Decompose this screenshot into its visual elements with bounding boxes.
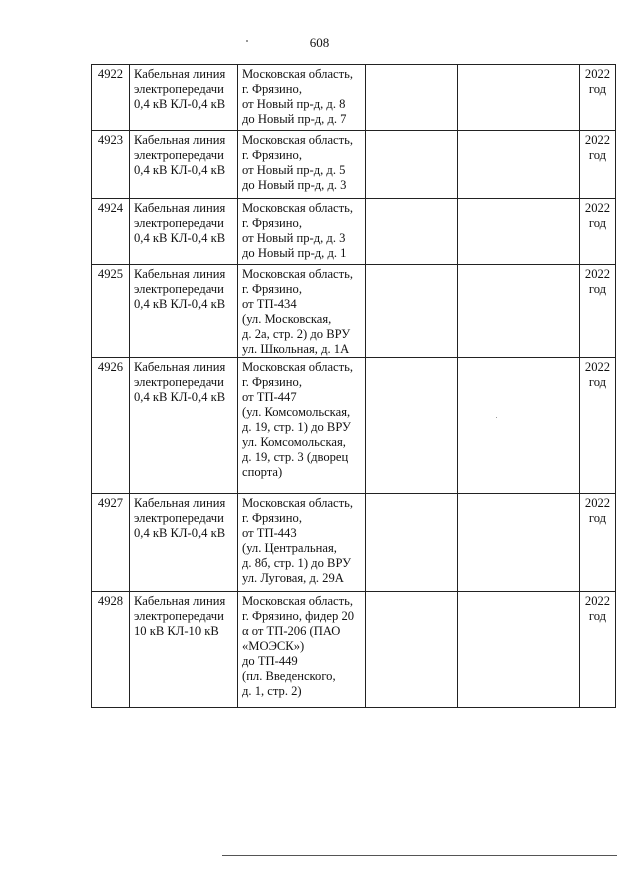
row-number: 4925 — [92, 265, 130, 358]
object-name-cell — [130, 494, 238, 592]
cell-line: Кабельная линия — [134, 67, 226, 81]
cell-line: Кабельная линия — [134, 360, 226, 374]
cell-line: ул. Комсомольская, — [242, 435, 346, 449]
empty-cell — [366, 494, 458, 592]
cell-line: до Новый пр-д, д. 1 — [242, 246, 347, 260]
cell-line: д. 19, стр. 3 (дворец — [242, 450, 349, 464]
table-row — [92, 131, 616, 199]
cell-line: г. Фрязино, — [242, 375, 302, 389]
empty-cell — [366, 131, 458, 199]
cell-line: г. Фрязино, — [242, 148, 302, 162]
empty-cell — [458, 131, 580, 199]
cell-line: год — [588, 82, 607, 96]
cell-line: электропередачи — [134, 282, 224, 296]
empty-cell — [458, 265, 580, 358]
year-cell — [580, 65, 616, 131]
cell-line: 2022 — [584, 267, 611, 281]
year-cell — [580, 358, 616, 494]
cell-line: спорта) — [242, 465, 283, 479]
cell-line: до ТП-449 — [242, 654, 298, 668]
cell-line: год — [588, 216, 607, 230]
cell-line: д. 1, стр. 2) — [242, 684, 302, 698]
row-number: 4923 — [92, 131, 130, 199]
cell-line: ул. Луговая, д. 29А — [242, 571, 344, 585]
object-name-cell — [130, 592, 238, 708]
cell-line: 0,4 кВ КЛ-0,4 кВ — [134, 163, 226, 177]
cell-line: 0,4 кВ КЛ-0,4 кВ — [134, 231, 226, 245]
empty-cell — [366, 65, 458, 131]
empty-cell — [458, 494, 580, 592]
cell-line: от ТП-447 — [242, 390, 297, 404]
year-cell — [580, 494, 616, 592]
cell-line: год — [588, 375, 607, 389]
address-cell — [238, 592, 366, 708]
cell-line: Московская область, — [242, 594, 354, 608]
table-row — [92, 494, 616, 592]
cell-line: Московская область, — [242, 201, 354, 215]
cell-line: от Новый пр-д, д. 3 — [242, 231, 346, 245]
cell-line: г. Фрязино, — [242, 511, 302, 525]
object-name-cell — [130, 358, 238, 494]
cell-line: 2022 — [584, 67, 611, 81]
cell-line: г. Фрязино, — [242, 216, 302, 230]
bottom-rule — [222, 855, 617, 856]
page-number: 608 — [309, 35, 330, 50]
cell-line: Кабельная линия — [134, 201, 226, 215]
row-number: 4922 — [92, 65, 130, 131]
cell-line: год — [588, 609, 607, 623]
table-row — [92, 265, 616, 358]
empty-cell — [366, 199, 458, 265]
scan-speck — [246, 40, 248, 42]
cell-line: 0,4 кВ КЛ-0,4 кВ — [134, 297, 226, 311]
row-number: 4926 — [92, 358, 130, 494]
cell-line: г. Фрязино, фидер 20 — [242, 609, 355, 623]
address-cell — [238, 199, 366, 265]
object-name-cell — [130, 199, 238, 265]
cell-line: Московская область, — [242, 496, 354, 510]
cell-line: г. Фрязино, — [242, 82, 302, 96]
cell-line: д. 8б, стр. 1) до ВРУ — [242, 556, 352, 570]
year-cell — [580, 199, 616, 265]
cell-line: до Новый пр-д, д. 3 — [242, 178, 347, 192]
object-name-cell — [130, 65, 238, 131]
row-number: 4924 — [92, 199, 130, 265]
cell-line: г. Фрязино, — [242, 282, 302, 296]
cell-line: Московская область, — [242, 267, 354, 281]
cell-line: Московская область, — [242, 67, 354, 81]
cell-line: 2022 — [584, 360, 611, 374]
table-row — [92, 199, 616, 265]
object-name-cell — [130, 131, 238, 199]
cell-line: от ТП-443 — [242, 526, 297, 540]
scan-speck — [496, 417, 497, 418]
registry-rows — [92, 65, 616, 708]
cell-line: электропередачи — [134, 216, 224, 230]
address-cell — [238, 358, 366, 494]
cell-line: (ул. Центральная, — [242, 541, 337, 555]
row-number: 4927 — [92, 494, 130, 592]
cell-line: электропередачи — [134, 375, 224, 389]
registry-table — [91, 64, 616, 708]
cell-line: 0,4 кВ КЛ-0,4 кВ — [134, 526, 226, 540]
cell-line: д. 19, стр. 1) до ВРУ — [242, 420, 351, 434]
cell-line: Кабельная линия — [134, 496, 226, 510]
cell-line: «МОЭСК») — [242, 639, 305, 653]
cell-line: (ул. Московская, — [242, 312, 332, 326]
empty-cell — [458, 199, 580, 265]
cell-line: год — [588, 282, 607, 296]
empty-cell — [366, 265, 458, 358]
row-number: 4928 — [92, 592, 130, 708]
cell-line: от Новый пр-д, д. 5 — [242, 163, 346, 177]
cell-line: 0,4 кВ КЛ-0,4 кВ — [134, 97, 226, 111]
cell-line: электропередачи — [134, 82, 224, 96]
cell-line: год — [588, 148, 607, 162]
cell-line: Московская область, — [242, 133, 354, 147]
cell-line: ул. Школьная, д. 1А — [242, 342, 350, 356]
table-row — [92, 65, 616, 131]
cell-line: электропередачи — [134, 609, 224, 623]
cell-line: от Новый пр-д, д. 8 — [242, 97, 346, 111]
cell-line: (пл. Введенского, — [242, 669, 336, 683]
table-row — [92, 358, 616, 494]
year-cell — [580, 265, 616, 358]
cell-line: электропередачи — [134, 148, 224, 162]
cell-line: α от ТП-206 (ПАО — [242, 624, 341, 638]
table-row — [92, 592, 616, 708]
address-cell — [238, 494, 366, 592]
cell-line: год — [588, 511, 607, 525]
address-cell — [238, 65, 366, 131]
cell-line: Кабельная линия — [134, 267, 226, 281]
empty-cell — [458, 65, 580, 131]
year-cell — [580, 131, 616, 199]
cell-line: Московская область, — [242, 360, 354, 374]
cell-line: 0,4 кВ КЛ-0,4 кВ — [134, 390, 226, 404]
cell-line: электропередачи — [134, 511, 224, 525]
empty-cell — [458, 592, 580, 708]
address-cell — [238, 265, 366, 358]
cell-line: от ТП-434 — [242, 297, 297, 311]
cell-line: Кабельная линия — [134, 594, 226, 608]
cell-line: 2022 — [584, 133, 611, 147]
cell-line: 2022 — [584, 201, 611, 215]
cell-line: 2022 — [584, 594, 611, 608]
empty-cell — [458, 358, 580, 494]
cell-line: д. 2а, стр. 2) до ВРУ — [242, 327, 351, 341]
cell-line: Кабельная линия — [134, 133, 226, 147]
year-cell — [580, 592, 616, 708]
address-cell — [238, 131, 366, 199]
cell-line: до Новый пр-д, д. 7 — [242, 112, 347, 126]
object-name-cell — [130, 265, 238, 358]
cell-line: 2022 — [584, 496, 611, 510]
cell-line: 10 кВ КЛ-10 кВ — [134, 624, 219, 638]
empty-cell — [366, 358, 458, 494]
empty-cell — [366, 592, 458, 708]
cell-line: (ул. Комсомольская, — [242, 405, 351, 419]
